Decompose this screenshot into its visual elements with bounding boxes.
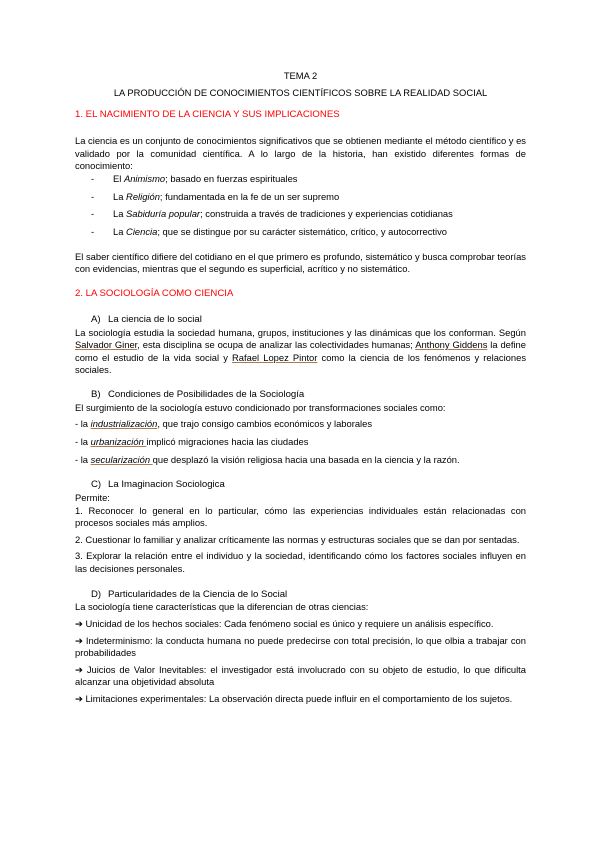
list-item: - La Sabiduría popular; construida a través de tradiciones y experiencias cotidianas <box>75 208 526 221</box>
author-name: Anthony Giddens <box>415 339 488 351</box>
list-item: ➔ Indeterminismo: la conducta humana no puede predecirse con total precisión, lo que olbia a trabajar con probabilidades <box>75 634 526 659</box>
section-1-heading: 1. EL NACIMIENTO DE LA CIENCIA Y SUS IMPLICACIONES <box>75 109 340 121</box>
section-2-heading: 2. LA SOCIOLOGÍA COMO CIENCIA <box>75 287 234 299</box>
subsection-a-text: La sociología estudia la sociedad humana, grupos, instituciones y las dinámicas que los conforman. Según Salvador Giner, esta disciplina se ocupa de analizar las colectividades humanas; Anthony Giddens la define como el estudio de la vida social y Rafael Lopez Pintor como la ciencia de los fenómenos y relaciones sociales. <box>75 326 527 376</box>
list-item: - El Animismo; basado en fuerzas espirituales <box>75 173 526 186</box>
list-item: ➔ Limitaciones experimentales: La observación directa puede influir en el comportamiento de los sujetos. <box>75 693 513 705</box>
list-item: 2. Cuestionar lo familiar y analizar críticamente las normas y estructuras sociales que se dan por sentadas. <box>75 533 520 545</box>
list-item: - la urbanización implicó migraciones hacia las ciudades <box>75 436 309 448</box>
author-name: Salvador Giner <box>75 339 138 351</box>
subsection-d-heading: D) Particularidades de la Ciencia de lo Social <box>91 588 288 600</box>
document-title: LA PRODUCCIÓN DE CONOCIMIENTOS CIENTÍFICOS SOBRE LA REALIDAD SOCIAL <box>113 86 488 98</box>
section-1-closing: El saber científico difiere del cotidiano en el que primero es profundo, sistemático y busca comprobar teorías con evidencias, mientras que el segundo es superficial, acrítico y no sistemático. <box>75 250 526 275</box>
author-name: Rafael Lopez Pintor <box>232 351 318 363</box>
knowledge-forms-list <box>75 173 526 239</box>
list-item: ➔ Unicidad de los hechos sociales: Cada fenómeno social es único y requiere un análisis específico. <box>75 618 494 630</box>
subsection-c-heading: C) La Imaginacion Sociologica <box>91 479 225 491</box>
list-item: - la secularización que desplazó la visión religiosa hacia una basada en la ciencia y la razón. <box>75 453 460 465</box>
section-1-intro: La ciencia es un conjunto de conocimientos significativos que se obtienen mediante el método científico y es validado por la comunidad científica. A lo largo de la historia, han existido diferentes formas de conocimiento: <box>75 135 526 172</box>
subsection-b-heading: B) Condiciones de Posibilidades de la Sociología <box>91 389 305 400</box>
list-item: 3. Explorar la relación entre el individuo y la sociedad, identificando cómo los factores sociales influyen en las decisiones personales. <box>75 550 526 575</box>
document-page <box>75 70 526 706</box>
tema-label: TEMA 2 <box>283 70 318 81</box>
list-item: - la industrialización, que trajo consigo cambios económicos y laborales <box>75 418 373 430</box>
subsection-a-heading: A) La ciencia de lo social <box>91 313 202 325</box>
subsection-b-intro: El surgimiento de la sociología estuvo condicionado por transformaciones sociales como: <box>75 401 446 413</box>
subsection-c-intro: Permite: <box>75 492 110 504</box>
list-item: - La Religión; fundamentada en la fe de un ser supremo <box>75 191 526 204</box>
subsection-d-intro: La sociología tiene características que la diferencian de otras ciencias: <box>75 601 369 613</box>
list-item: 1. Reconocer lo general en lo particular, cómo las experiencias individuales están relacionadas con procesos sociales más amplios. <box>75 504 526 529</box>
list-item: ➔ Juicios de Valor Inevitables: el investigador está involucrado con su objeto de estudio, lo que dificulta alcanzar una objetividad absoluta <box>75 663 526 688</box>
list-item: - La Ciencia; que se distingue por su carácter sistemático, crítico, y autocorrectivo <box>75 226 526 239</box>
